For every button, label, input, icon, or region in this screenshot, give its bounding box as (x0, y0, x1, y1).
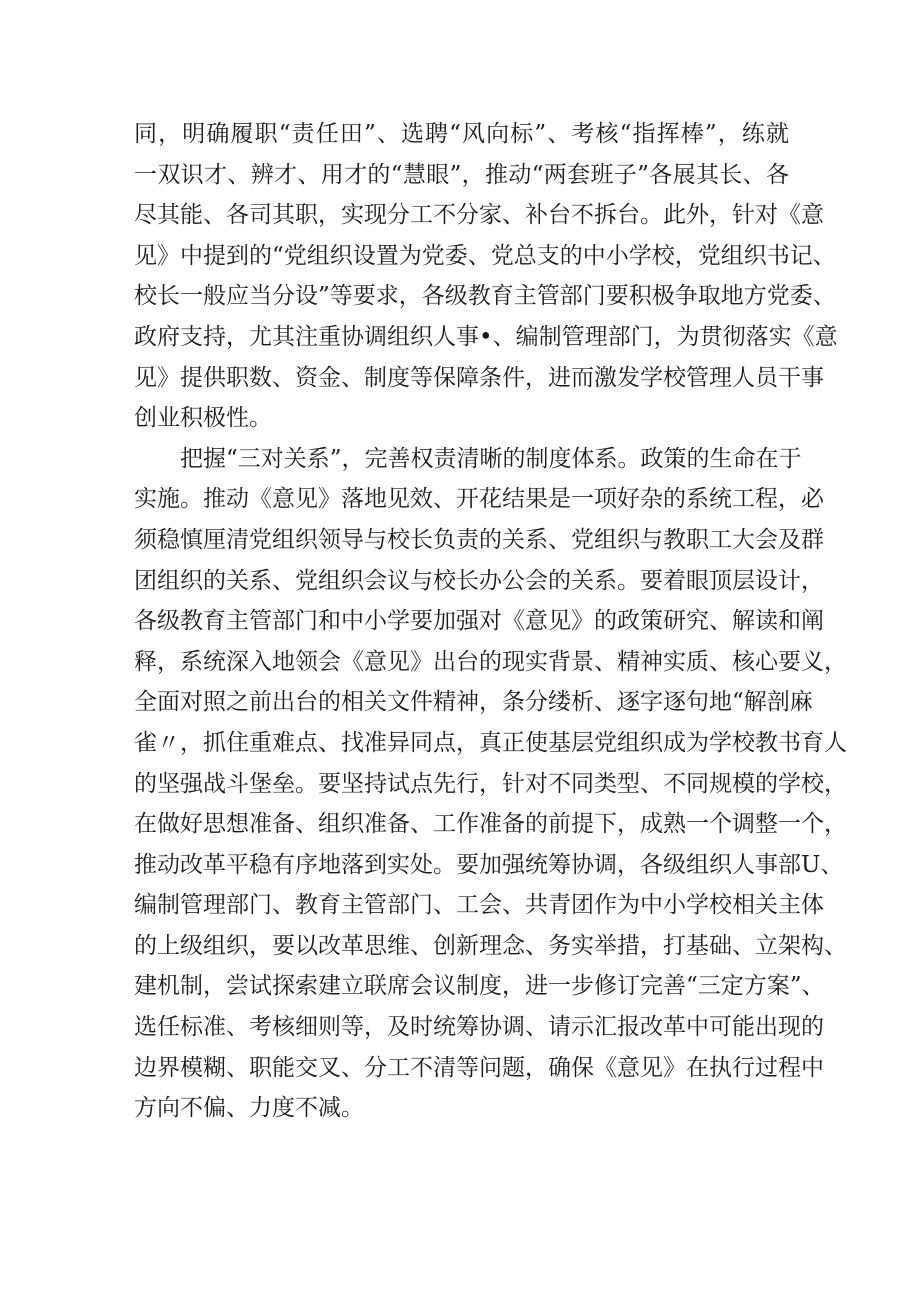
paragraph-1 (134, 114, 838, 439)
paragraph-line: 的坚强战斗堡垒。要坚持试点先行，针对不同类型、不同规模的学校， (134, 770, 847, 797)
paragraph-line: 见》提供职数、资金、制度等保障条件，进而激发学校管理人员干事 (134, 364, 824, 391)
paragraph-line: 雀〃，抓住重难点、找准异同点，真正使基层党组织成为学校教书育人 (134, 729, 847, 756)
paragraph-line: 政府支持，尤其注重协调组织人事•、编制管理部门，为贯彻落实《意 (134, 323, 838, 350)
paragraph-line: 把握“三对关系”，完善权责清晰的制度体系。政策的生命在于 (180, 445, 802, 472)
paragraph-line: 须稳慎厘清党组织领导与校长负责的关系、党组织与教职工大会及群 (134, 526, 824, 553)
paragraph-line: 全面对照之前出台的相关文件精神，条分缕析、逐字逐句地“解剖麻 (134, 689, 813, 716)
paragraph-line: 编制管理部门、教育主管部门、工会、共青团作为中小学校相关主体 (134, 892, 824, 919)
paragraph-line: 的上级组织，要以改革思维、创新理念、务实举措，打基础、立架构、 (134, 932, 847, 959)
paragraph-2 (134, 439, 847, 1129)
paragraph-line: 建机制，尝试探索建立联席会议制度，进一步修订完善“三定方案”、 (134, 973, 825, 1000)
paragraph-line: 一双识才、辨才、用才的“慧眼”，推动“两套班子”各展其长、各 (134, 161, 789, 188)
paragraph-line: 尽其能、各司其职，实现分工不分家、补台不拆台。此外，针对《意 (134, 202, 824, 229)
paragraph-line: 在做好思想准备、组织准备、工作准备的前提下，成熟一个调整一个， (134, 811, 847, 838)
paragraph-line: 方向不偏、力度不减。 (134, 1095, 364, 1122)
paragraph-line: 团组织的关系、党组织会议与校长办公会的关系。要着眼顶层设计， (134, 567, 824, 594)
document-body (134, 114, 847, 1129)
paragraph-line: 创业积极性。 (134, 405, 272, 432)
paragraph-line: 各级教育主管部门和中小学要加强对《意见》的政策研究、解读和阐 (134, 608, 824, 635)
paragraph-line: 释，系统深入地领会《意见》出台的现实背景、精神实质、核心要义， (134, 648, 847, 675)
paragraph-line: 推动改革平稳有序地落到实处。要加强统筹协调，各级组织人事部U、 (134, 851, 844, 878)
paragraph-line: 实施。推动《意见》落地见效、开花结果是一项好杂的系统工程，必 (134, 486, 824, 513)
paragraph-line: 同，明确履职“责任田”、选聘“风向标”、考核“指挥棒”，练就 (134, 121, 789, 147)
paragraph-line: 选任标准、考核细则等，及时统筹协调、请示汇报改革中可能出现的 (134, 1014, 824, 1041)
paragraph-line: 边界模糊、职能交叉、分工不清等问题，确保《意见》在执行过程中 (134, 1054, 824, 1081)
paragraph-line: 校长一般应当分设”等要求，各级教育主管部门要积极争取地方党委、 (134, 283, 836, 310)
paragraph-line: 见》中提到的“党组织设置为党委、党总支的中小学校，党组织书记、 (134, 242, 836, 269)
